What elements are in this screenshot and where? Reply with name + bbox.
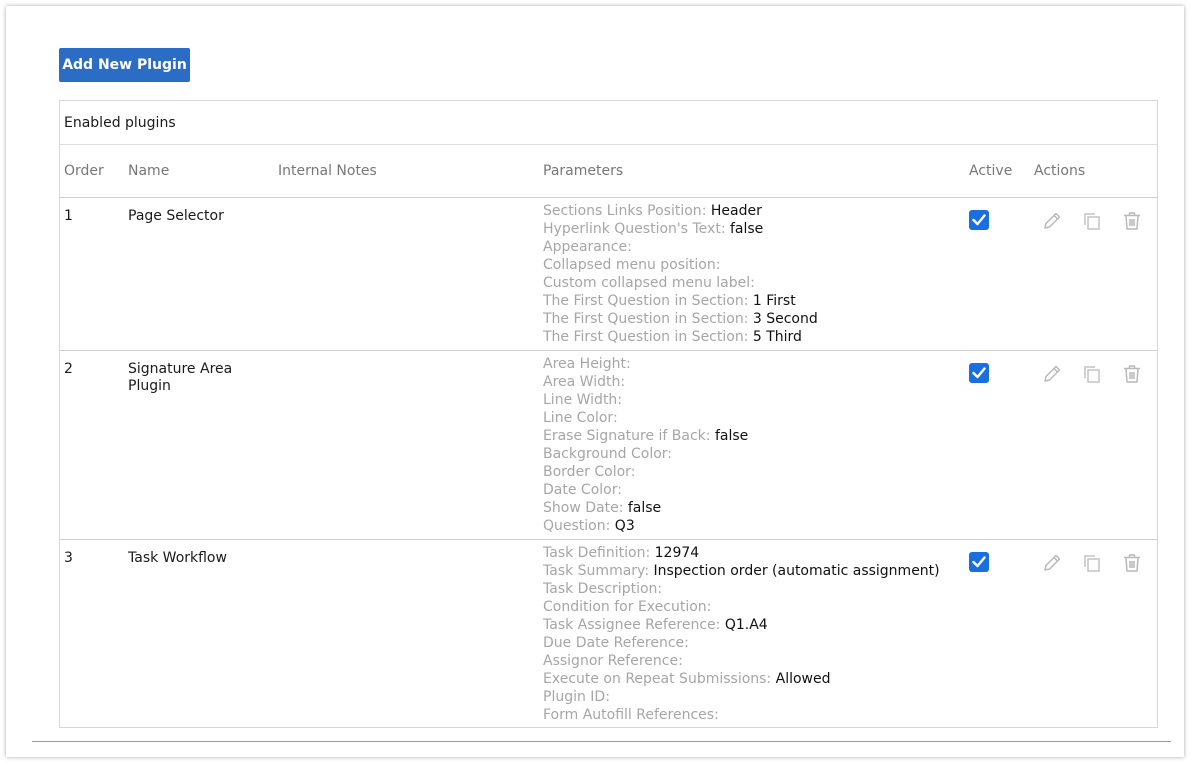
parameter-line [543, 409, 748, 427]
parameter-key: Custom collapsed menu label [543, 275, 751, 291]
parameter-value: false [729, 221, 764, 237]
parameter-line [543, 598, 940, 616]
panel-title: Enabled plugins [60, 101, 1157, 145]
row-order: 3 [64, 550, 73, 566]
active-checkbox[interactable] [969, 552, 989, 572]
parameter-value: 5 Third [752, 329, 802, 345]
add-new-plugin-button[interactable]: Add New Plugin [59, 48, 190, 82]
parameter-key: Line Width [543, 392, 618, 408]
parameter-colon: : [743, 311, 753, 327]
parameter-line [543, 634, 940, 652]
parameter-key: Collapsed menu position [543, 257, 716, 273]
parameter-value: 3 Second [752, 311, 818, 327]
parameter-colon: : [612, 410, 618, 426]
row-parameters [543, 202, 818, 346]
trash-icon[interactable] [1121, 210, 1143, 232]
parameter-line [543, 670, 940, 688]
parameter-key: Form Autofill References [543, 707, 715, 723]
parameter-key: Due Date Reference [543, 635, 685, 651]
parameter-value: Inspection order (automatic assignment) [653, 563, 940, 579]
parameter-colon: : [706, 599, 712, 615]
parameter-key: Task Summary [543, 563, 645, 579]
parameter-colon: : [714, 707, 719, 723]
parameter-key: The First Question in Section [543, 329, 744, 345]
parameter-colon: : [743, 293, 753, 309]
parameter-key: Area Height [543, 356, 626, 372]
divider [32, 741, 1171, 742]
parameter-colon: : [630, 464, 636, 480]
parameter-key: Execute on Repeat Submissions [543, 671, 767, 687]
column-header-notes: Internal Notes [278, 163, 377, 179]
parameter-line [543, 202, 818, 220]
parameter-colon: : [618, 500, 628, 516]
parameter-line [543, 481, 748, 499]
parameter-line [543, 544, 940, 562]
parameter-colon: : [625, 356, 631, 372]
parameter-key: Hyperlink Question's Text [543, 221, 721, 237]
parameter-line [543, 391, 748, 409]
parameter-line [543, 274, 818, 292]
parameter-key: Background Color [543, 446, 668, 462]
table-header [60, 145, 1157, 198]
checkbox-checked-icon [972, 367, 986, 379]
column-header-parameters: Parameters [543, 163, 624, 179]
parameter-value: Q3 [614, 518, 635, 534]
row-name: Task Workflow [128, 550, 227, 566]
active-checkbox[interactable] [969, 363, 989, 383]
checkbox-checked-icon [972, 214, 986, 226]
table-row [60, 351, 1157, 540]
parameter-colon: : [644, 563, 654, 579]
parameter-key: Line Color [543, 410, 613, 426]
row-name: Signature Area Plugin [128, 361, 233, 394]
column-header-active: Active [969, 163, 1013, 179]
pencil-icon[interactable] [1041, 363, 1063, 385]
table-row [60, 540, 1157, 728]
parameter-colon: : [678, 653, 683, 669]
parameter-colon: : [627, 239, 632, 255]
parameter-line [543, 238, 818, 256]
parameter-colon: : [720, 221, 730, 237]
pencil-icon[interactable] [1041, 552, 1063, 574]
parameter-colon: : [701, 203, 711, 219]
column-header-order: Order [64, 163, 104, 179]
parameter-key: Erase Signature if Back [543, 428, 706, 444]
parameter-value: 12974 [654, 545, 700, 561]
parameter-line [543, 463, 748, 481]
table-row [60, 198, 1157, 351]
plugin-rows [60, 198, 1157, 728]
parameter-line [543, 652, 940, 670]
parameter-key: Date Color [543, 482, 618, 498]
parameter-colon: : [743, 329, 753, 345]
parameter-key: Assignor Reference [543, 653, 679, 669]
parameter-line [543, 373, 748, 391]
parameter-line [543, 292, 818, 310]
parameter-value: Q1.A4 [724, 617, 768, 633]
parameter-value: Header [710, 203, 762, 219]
parameter-colon: : [605, 518, 615, 534]
enabled-plugins-panel [59, 100, 1158, 728]
parameter-line [543, 499, 748, 517]
parameter-key: Border Color [543, 464, 631, 480]
main-window [6, 6, 1184, 757]
column-header-name: Name [128, 163, 170, 179]
parameter-line [543, 706, 940, 724]
parameter-value: Allowed [775, 671, 831, 687]
parameter-line [543, 220, 818, 238]
parameter-colon: : [645, 545, 655, 561]
parameter-key: Condition for Execution [543, 599, 707, 615]
parameter-line [543, 580, 940, 598]
parameter-key: Sections Links Position [543, 203, 702, 219]
parameter-colon: : [657, 581, 663, 597]
parameter-key: Task Description [543, 581, 658, 597]
active-checkbox[interactable] [969, 210, 989, 230]
row-parameters [543, 544, 940, 724]
parameter-line [543, 256, 818, 274]
parameter-line [543, 517, 748, 535]
column-header-actions: Actions [1034, 163, 1086, 179]
parameter-key: The First Question in Section [543, 311, 744, 327]
parameter-line [543, 445, 748, 463]
parameter-colon: : [684, 635, 689, 651]
row-parameters [543, 355, 748, 535]
parameter-key: The First Question in Section [543, 293, 744, 309]
parameter-value: 1 First [752, 293, 796, 309]
parameter-key: Plugin ID [543, 689, 606, 705]
checkbox-checked-icon [972, 556, 986, 568]
parameter-colon: : [620, 374, 626, 390]
parameter-line [543, 427, 748, 445]
parameter-key: Appearance [543, 239, 628, 255]
parameter-key: Question [543, 518, 606, 534]
parameter-line [543, 688, 940, 706]
row-order: 1 [64, 208, 73, 224]
parameter-line [543, 310, 818, 328]
parameter-colon: : [750, 275, 755, 291]
parameter-key: Show Date [543, 500, 619, 516]
row-order: 2 [64, 361, 73, 377]
parameter-value: false [714, 428, 749, 444]
parameter-line [543, 562, 940, 580]
pencil-icon[interactable] [1041, 210, 1063, 232]
parameter-line [543, 328, 818, 346]
parameter-value: false [627, 500, 662, 516]
parameter-colon: : [705, 428, 715, 444]
parameter-colon: : [617, 392, 623, 408]
copy-icon[interactable] [1081, 363, 1103, 385]
trash-icon[interactable] [1121, 363, 1143, 385]
parameter-key: Task Definition [543, 545, 646, 561]
parameter-colon: : [766, 671, 776, 687]
copy-icon[interactable] [1081, 210, 1103, 232]
parameter-key: Task Assignee Reference [543, 617, 716, 633]
parameter-colon: : [605, 689, 610, 705]
parameter-colon: : [667, 446, 672, 462]
copy-icon[interactable] [1081, 552, 1103, 574]
parameter-line [543, 355, 748, 373]
parameter-colon: : [715, 257, 721, 273]
parameter-colon: : [617, 482, 622, 498]
trash-icon[interactable] [1121, 552, 1143, 574]
parameter-line [543, 616, 940, 634]
row-name: Page Selector [128, 208, 224, 224]
parameter-key: Area Width [543, 374, 621, 390]
parameter-colon: : [715, 617, 725, 633]
